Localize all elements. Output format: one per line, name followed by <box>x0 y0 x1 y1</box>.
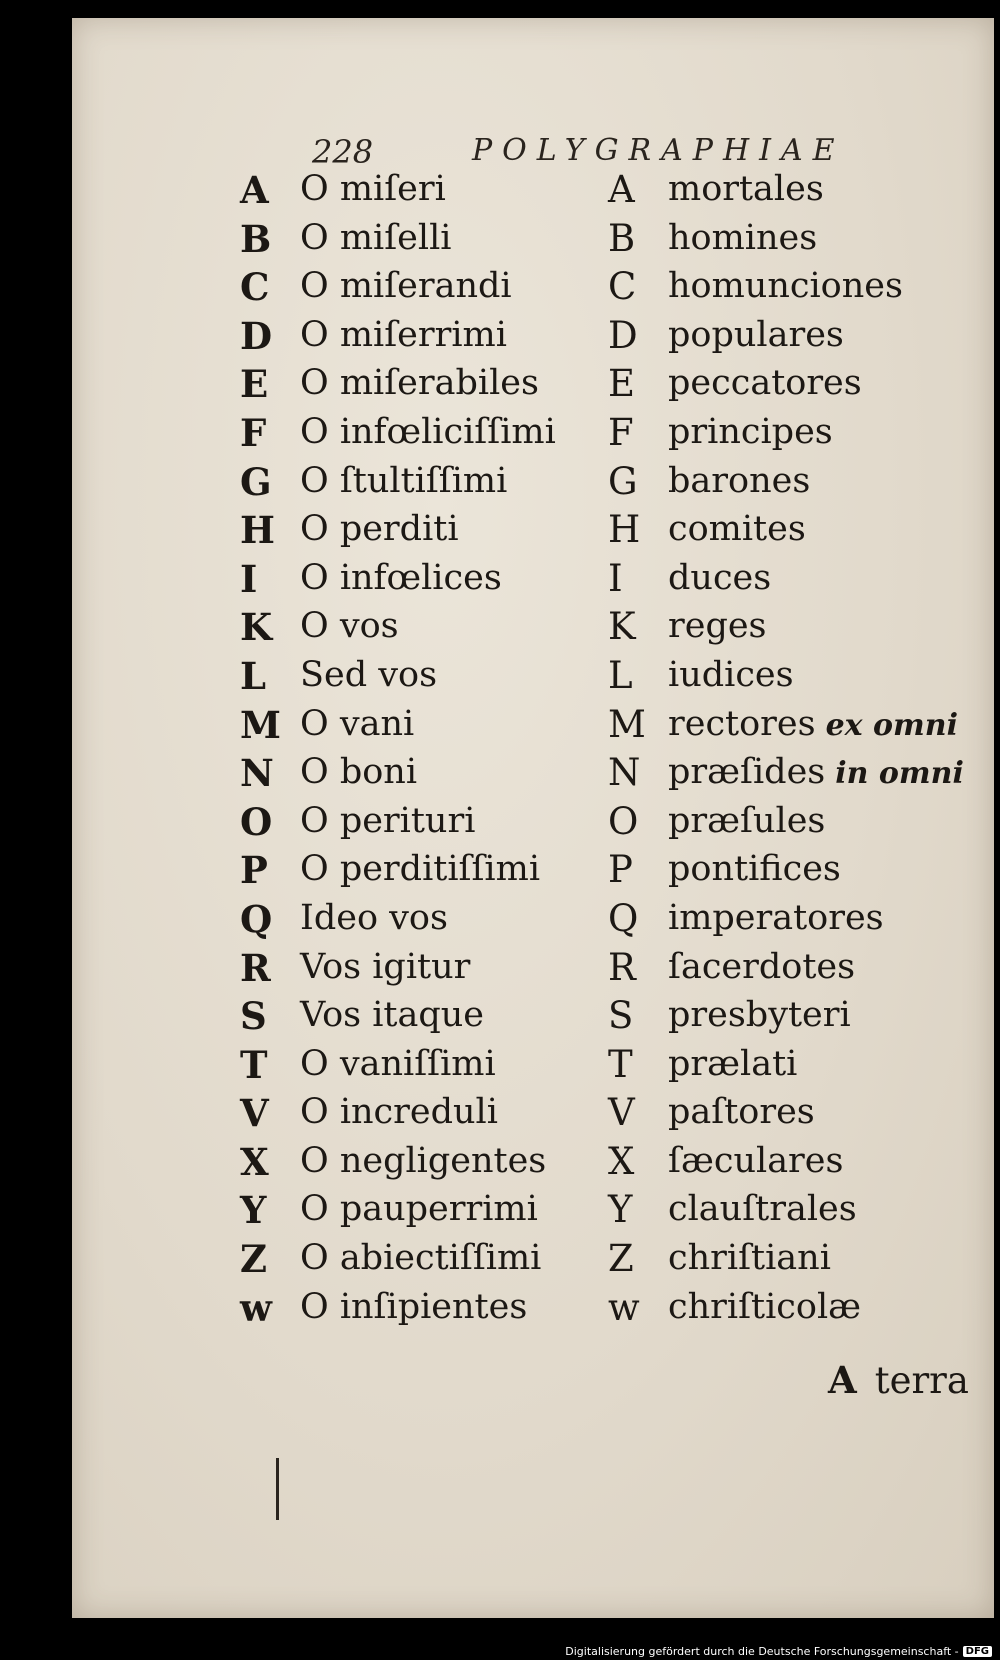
cipher-word-text: O vos <box>300 606 399 647</box>
cipher-word <box>668 363 862 403</box>
key-letter: M <box>240 702 281 747</box>
cipher-word-text: ſæculares <box>668 1140 844 1181</box>
cipher-word-text: rectores <box>668 703 816 744</box>
cipher-word-text: O vaniſſimi <box>300 1043 496 1084</box>
cipher-word-text: chriſtiani <box>668 1238 831 1279</box>
margin-mark <box>272 1458 282 1520</box>
key-letter: I <box>240 556 258 601</box>
cipher-word <box>300 995 484 1035</box>
catchword-text: terra <box>874 1359 969 1402</box>
cipher-word <box>668 995 851 1035</box>
cipher-word <box>668 1238 831 1278</box>
cipher-word <box>300 898 448 938</box>
key-letter: Z <box>240 1237 268 1282</box>
cipher-word <box>668 655 794 695</box>
key-letter: A <box>608 168 635 211</box>
key-letter: Q <box>240 896 273 941</box>
key-letter: P <box>240 848 268 893</box>
cipher-word <box>300 412 556 452</box>
cipher-word-text: O infœliciſſimi <box>300 411 556 452</box>
cipher-word <box>300 1238 541 1278</box>
cipher-word-text: paſtores <box>668 1092 815 1133</box>
key-letter: A <box>240 168 269 212</box>
key-letter: G <box>608 459 638 503</box>
cipher-word-text: Vos igitur <box>300 946 471 987</box>
key-letter: L <box>240 653 267 698</box>
cipher-word <box>300 509 459 549</box>
key-letter: E <box>240 362 269 407</box>
cipher-word <box>668 704 958 744</box>
key-letter: O <box>240 799 273 844</box>
key-letter: K <box>608 605 636 649</box>
cipher-word <box>300 655 437 695</box>
cipher-word-text: Vos itaque <box>300 995 485 1036</box>
key-letter: T <box>608 1042 633 1086</box>
key-letter: B <box>608 216 636 260</box>
cipher-word <box>300 801 475 841</box>
key-letter: V <box>240 1091 269 1136</box>
cipher-word-text: populares <box>668 314 844 355</box>
cipher-word <box>300 752 417 792</box>
cipher-word-text: duces <box>668 557 772 598</box>
cipher-word-text: principes <box>668 411 833 452</box>
dfg-logo-icon: DFG <box>963 1646 992 1657</box>
cipher-word-text: præſides <box>668 752 826 793</box>
cipher-word <box>300 218 451 258</box>
cipher-word-text: O ſtultiſſimi <box>300 460 508 501</box>
page-number: 228 <box>312 133 374 171</box>
key-letter: Y <box>240 1188 267 1233</box>
key-letter: G <box>240 459 272 504</box>
key-letter: N <box>240 751 274 796</box>
cipher-word-text: ſacerdotes <box>668 946 856 987</box>
key-letter: M <box>608 702 646 746</box>
cipher-word <box>668 509 806 549</box>
cipher-word-text: homunciones <box>668 266 903 307</box>
cipher-word <box>668 218 817 258</box>
catchword-letter: A <box>828 1358 857 1402</box>
cipher-word-text: homines <box>668 217 818 258</box>
cipher-word-text: O boni <box>300 752 418 793</box>
cipher-word <box>300 266 512 306</box>
cipher-word-text: O miſerabiles <box>300 363 539 404</box>
cipher-word-text: iudices <box>668 654 794 695</box>
cipher-word <box>300 169 446 209</box>
digitization-footer <box>565 1645 992 1658</box>
key-letter: P <box>608 848 633 892</box>
cipher-suffix: in omni <box>835 756 964 792</box>
cipher-word-text: præſules <box>668 800 826 841</box>
key-letter: O <box>608 799 639 843</box>
key-letter: D <box>240 313 273 358</box>
cipher-word <box>668 412 833 452</box>
cipher-word-text: clauſtrales <box>668 1189 857 1230</box>
cipher-word-text: O increduli <box>300 1092 498 1133</box>
key-letter: V <box>608 1091 635 1135</box>
cipher-word <box>668 1044 797 1084</box>
footer-credit: Digitalisierung gefördert durch die Deutsche Forschungsgemeinschaft - <box>565 1645 959 1658</box>
key-letter: T <box>240 1042 268 1087</box>
cipher-word <box>300 704 414 744</box>
key-letter: w <box>240 1285 272 1330</box>
cipher-word <box>300 606 399 646</box>
cipher-word-text: O vani <box>300 703 415 744</box>
key-letter: D <box>608 313 638 357</box>
cipher-word <box>668 606 767 646</box>
key-letter: L <box>608 653 633 697</box>
cipher-word <box>668 1092 815 1132</box>
key-letter: I <box>608 556 623 600</box>
cipher-word-text: O abiectiſſimi <box>300 1238 542 1279</box>
cipher-word <box>668 266 903 306</box>
cipher-word <box>300 1044 496 1084</box>
key-letter: Z <box>608 1237 634 1281</box>
catchword <box>828 1358 969 1402</box>
cipher-word-text: O miſelli <box>300 217 452 258</box>
cipher-word <box>668 801 825 841</box>
cipher-word <box>300 363 539 403</box>
cipher-word-text: O inſipientes <box>300 1286 528 1327</box>
cipher-word-text: peccatores <box>668 363 862 404</box>
cipher-word <box>668 1189 857 1229</box>
cipher-word <box>668 849 841 889</box>
cipher-word <box>300 1189 538 1229</box>
cipher-word-text: O infœlices <box>300 557 502 598</box>
cipher-word <box>668 752 964 792</box>
cipher-word-text: imperatores <box>668 897 884 938</box>
key-letter: H <box>608 508 641 552</box>
cipher-word <box>668 898 884 938</box>
cipher-word <box>668 315 844 355</box>
cipher-word-text: chriſticolæ <box>668 1286 862 1327</box>
key-letter: E <box>608 362 636 406</box>
cipher-word-text: barones <box>668 460 811 501</box>
key-letter: C <box>240 265 270 310</box>
cipher-word <box>300 1287 527 1327</box>
cipher-word-text: O miſerandi <box>300 266 512 307</box>
key-letter: B <box>240 216 272 261</box>
key-letter: F <box>240 410 267 455</box>
cipher-word <box>300 849 540 889</box>
cipher-suffix: ex omni <box>825 707 958 743</box>
cipher-word <box>300 558 502 598</box>
cipher-word-text: reges <box>668 606 767 647</box>
cipher-word <box>300 947 470 987</box>
cipher-word <box>668 558 771 598</box>
cipher-word-text: pontifices <box>668 849 841 890</box>
cipher-word <box>668 1141 843 1181</box>
cipher-word-text: O negligentes <box>300 1140 547 1181</box>
key-letter: F <box>608 410 634 454</box>
cipher-word-text: Sed vos <box>300 654 438 695</box>
key-letter: X <box>608 1139 635 1183</box>
cipher-word-text: O perditi <box>300 509 459 550</box>
key-letter: Y <box>608 1188 633 1232</box>
key-letter: S <box>608 994 634 1038</box>
cipher-word <box>668 947 855 987</box>
cipher-word-text: O perditiſſimi <box>300 849 541 890</box>
running-title: POLYGRAPHIAE <box>472 133 845 168</box>
key-letter: N <box>608 751 641 795</box>
cipher-word-text: prælati <box>668 1043 798 1084</box>
key-letter: S <box>240 994 267 1039</box>
cipher-word-text: O miſerrimi <box>300 314 507 355</box>
cipher-word-text: O miſeri <box>300 169 446 209</box>
cipher-word-text: mortales <box>668 169 824 209</box>
cipher-word-text: Ideo vos <box>300 897 448 938</box>
cipher-word <box>300 1092 498 1132</box>
key-letter: H <box>240 508 275 553</box>
cipher-word <box>668 1287 861 1327</box>
key-letter: X <box>240 1139 269 1184</box>
key-letter: K <box>240 605 273 650</box>
cipher-word <box>300 315 507 355</box>
cipher-word <box>300 461 507 501</box>
cipher-word-text: presbyteri <box>668 995 851 1036</box>
cipher-word-text: O pauperrimi <box>300 1189 538 1230</box>
key-letter: R <box>608 945 636 989</box>
key-letter: R <box>240 945 271 990</box>
cipher-word <box>668 169 824 209</box>
cipher-word <box>300 1141 546 1181</box>
cipher-word <box>668 461 810 501</box>
cipher-word-text: comites <box>668 509 806 550</box>
cipher-word-text: O perituri <box>300 800 476 841</box>
key-letter: C <box>608 265 637 309</box>
key-letter: w <box>608 1285 640 1329</box>
key-letter: Q <box>608 896 639 940</box>
